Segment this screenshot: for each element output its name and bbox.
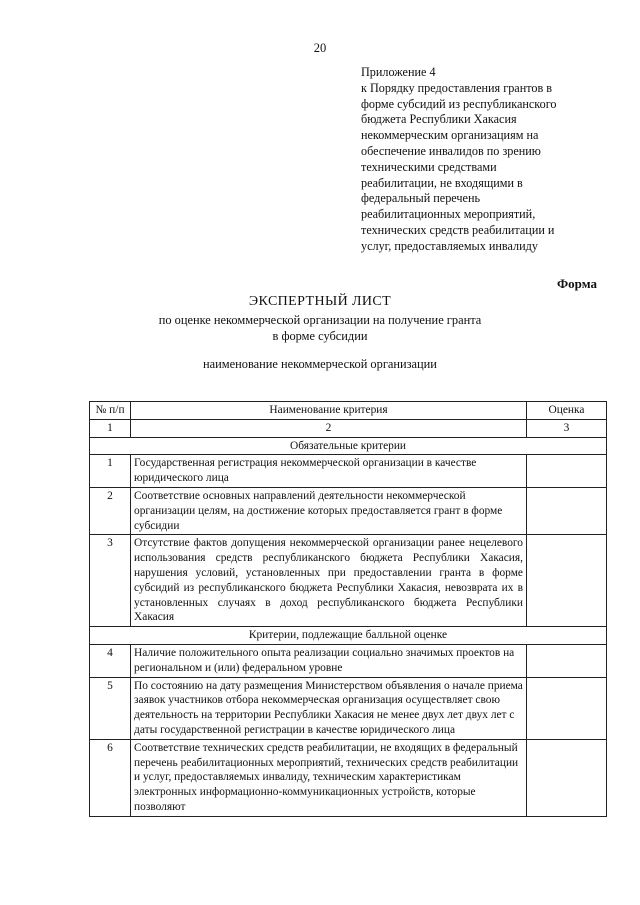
organization-name-caption: наименование некоммерческой организации [203, 357, 437, 371]
appendix-line: услуг, предоставляемых инвалиду [361, 238, 538, 253]
appendix-line: реабилитационных мероприятий, [361, 207, 536, 222]
score-cell[interactable] [526, 487, 606, 534]
appendix-line: Приложение 4 [361, 65, 436, 79]
table-row [90, 535, 607, 627]
header-num: № п/п [90, 402, 131, 420]
criterion-text: Соответствие основных направлений деятельности некоммерческой организации целям, на достижение которых предоставляется грант в форме субсидии [131, 487, 527, 534]
section-title: Обязательные критерии [90, 437, 607, 455]
appendix-line: к Порядку предоставления грантов в [361, 80, 553, 95]
score-cell[interactable] [526, 739, 606, 816]
score-cell[interactable] [526, 455, 606, 488]
section-row-scored [90, 627, 607, 645]
table-header-row [90, 402, 607, 420]
column-number: 3 [526, 419, 606, 437]
appendix-line: технических средств реабилитации и [361, 222, 555, 237]
subtitle-line: по оценке некоммерческой организации на получение гранта [158, 313, 482, 327]
appendix-line: форме субсидий из республиканского [361, 96, 557, 111]
appendix-line: бюджета Республики Хакасия [361, 112, 517, 127]
appendix-line: обеспечение инвалидов по зрению [361, 143, 541, 158]
section-title: Критерии, подлежащие балльной оценке [90, 627, 607, 645]
document-title: ЭКСПЕРТНЫЙ ЛИСТ [248, 294, 392, 309]
criterion-text: Соответствие технических средств реабилитации, не входящих в федеральный перечень реабилитационных мероприятий, технических средств реабилитации и услуг, предоставляемых инвалиду, техническим характеристикам электронных информационно-коммуникационных устройств, которые позволяют [131, 739, 527, 816]
criterion-text: Отсутствие фактов допущения некоммерческой организации ранее нецелевого использования средств республиканского бюджета Республики Хакасия, нарушения условий, установленных при предоставлении гранта в форме субсидий из республиканского бюджета Республики Хакасия, невозврата их в установленных случаях в доход республиканского бюджета Республики Хакасия [131, 535, 527, 627]
score-cell[interactable] [526, 535, 606, 627]
column-number: 1 [90, 419, 131, 437]
row-number: 5 [90, 677, 131, 739]
table-row [90, 677, 607, 739]
criterion-text: По состоянию на дату размещения Министерством объявления о начале приема заявок участников отбора некоммерческая организация осуществляет свою деятельность на территории Республики Хакасия не менее двух лет двух лет с даты государственной регистрации в качестве юридического лица [131, 677, 527, 739]
criteria-table [89, 401, 607, 817]
table-row [90, 455, 607, 488]
subtitle-line: в форме субсидии [272, 328, 368, 343]
document-subtitle [0, 313, 640, 344]
row-number: 3 [90, 535, 131, 627]
table-row [90, 739, 607, 816]
column-number-row [90, 419, 607, 437]
appendix-line: реабилитации, не входящими в [361, 175, 523, 190]
header-score: Оценка [526, 402, 606, 420]
appendix-line: некоммерческим организациям на [361, 128, 539, 143]
score-cell[interactable] [526, 644, 606, 677]
score-cell[interactable] [526, 677, 606, 739]
page-number: 20 [313, 41, 327, 55]
appendix-reference [361, 65, 611, 255]
row-number: 6 [90, 739, 131, 816]
appendix-line: федеральный перечень [361, 191, 481, 206]
appendix-line: техническими средствами [361, 159, 497, 174]
form-label: Форма [557, 276, 597, 291]
table-row [90, 644, 607, 677]
header-name: Наименование критерия [131, 402, 527, 420]
row-number: 2 [90, 487, 131, 534]
row-number: 1 [90, 455, 131, 488]
row-number: 4 [90, 644, 131, 677]
column-number: 2 [131, 419, 527, 437]
criterion-text: Наличие положительного опыта реализации социально значимых проектов на региональном и (или) федеральном уровне [131, 644, 527, 677]
section-row-mandatory [90, 437, 607, 455]
table-row [90, 487, 607, 534]
criterion-text: Государственная регистрация некоммерческой организации в качестве юридического лица [131, 455, 527, 488]
